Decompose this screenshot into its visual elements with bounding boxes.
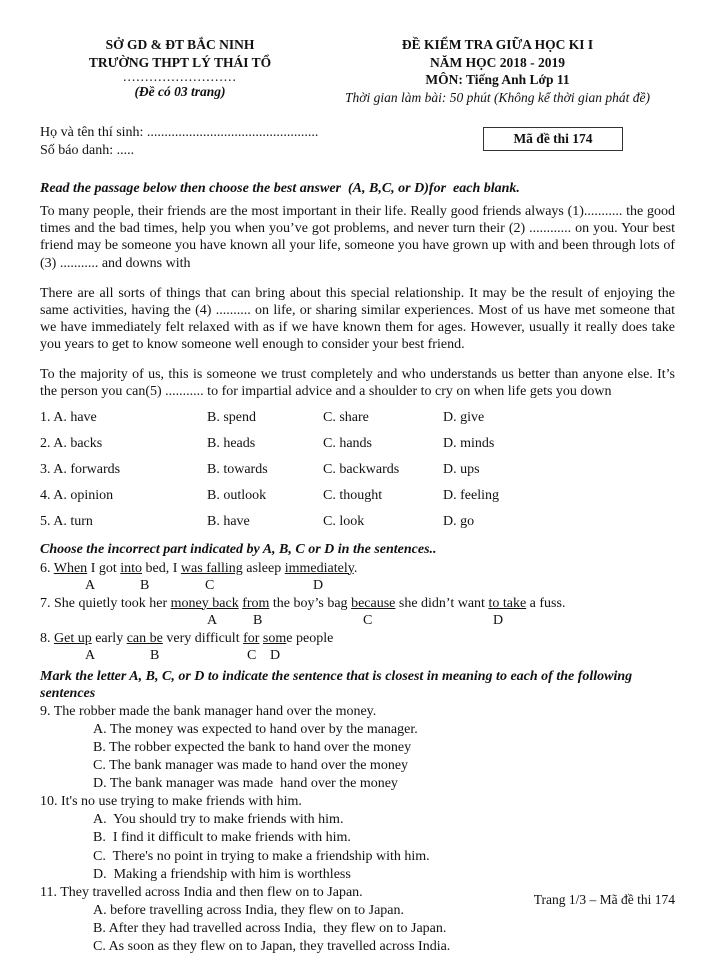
mc-option: C. hands xyxy=(323,436,372,452)
letter-a: A xyxy=(85,647,96,663)
mc-option: D. go xyxy=(443,514,475,530)
header-school-block xyxy=(40,36,320,106)
sentence-segment: very difficult xyxy=(162,630,244,646)
sentence-segment: money back xyxy=(170,595,239,611)
mc-option: B. heads xyxy=(207,436,256,452)
error-question-6-letters xyxy=(40,577,675,594)
mc-option: C. share xyxy=(323,410,369,426)
mc-option: 4. A. opinion xyxy=(40,488,114,504)
candidate-name-field: Họ và tên thí sinh: ................................................. xyxy=(40,125,319,141)
section-error-identification xyxy=(40,541,675,663)
mc-option: B. outlook xyxy=(207,488,267,504)
question-11-option-c: C. As soon as they flew on to Japan, they travelled across India. xyxy=(93,938,451,954)
letter-d: D xyxy=(493,612,504,628)
error-question-8-letters xyxy=(40,647,675,664)
candidate-info-row xyxy=(40,124,675,168)
mc-option: D. ups xyxy=(443,462,480,478)
letter-d: D xyxy=(313,577,324,593)
error-question-8 xyxy=(40,630,675,647)
candidate-number-field: Số báo danh: ..... xyxy=(40,142,135,158)
question-10: 10. It's no use trying to make friends with him. xyxy=(40,794,302,810)
mc-option: B. have xyxy=(207,514,250,530)
question-9-option-c: C. The bank manager was made to hand over the money xyxy=(93,758,409,774)
sentence-segment: I got xyxy=(87,560,121,576)
mc-question-row xyxy=(40,487,675,504)
question-10-option-d: D. Making a friendship with him is worthless xyxy=(93,866,351,882)
mc-option: B. spend xyxy=(207,410,256,426)
sentence-segment: Get up xyxy=(54,630,92,646)
exam-header xyxy=(40,36,675,106)
sentence-segment: because xyxy=(351,595,396,611)
subject-name: MÔN: Tiếng Anh Lớp 11 xyxy=(425,72,570,88)
mc-option: 5. A. turn xyxy=(40,514,93,530)
sentence-segment: for xyxy=(243,630,260,646)
sentence-segment: e people xyxy=(286,630,334,646)
letter-b: B xyxy=(253,612,263,628)
letter-c: C xyxy=(205,577,215,593)
question-9-option-d: D. The bank manager was made hand over the money xyxy=(93,776,398,792)
mc-option: B. towards xyxy=(207,462,268,478)
question-9-option-a: A. The money was expected to hand over by the manager. xyxy=(93,721,418,737)
school-year: NĂM HỌC 2018 - 2019 xyxy=(430,54,565,70)
sentence-segment: she didn’t want xyxy=(395,595,489,611)
mc-questions-1-5 xyxy=(40,409,675,530)
error-question-6 xyxy=(40,560,675,577)
sentence-segment: early xyxy=(91,630,127,646)
question-10-option-a: A. You should try to make friends with him. xyxy=(93,812,344,828)
mc-question-row xyxy=(40,513,675,530)
sentence-segment: to take xyxy=(488,595,527,611)
question-10-option-c: C. There's no point in trying to make a friendship with him. xyxy=(93,848,430,864)
section3-instruction: Mark the letter A, B, C, or D to indicate the sentence that is closest in meaning to each of the following sentences xyxy=(40,668,636,701)
sentence-segment: asleep xyxy=(242,560,285,576)
question-11-option-a: A. before travelling across India, they flew on to Japan. xyxy=(93,902,405,918)
mc-option: C. thought xyxy=(323,488,383,504)
error-question-7 xyxy=(40,595,675,612)
department-name: SỞ GD & ĐT BẮC NINH xyxy=(105,37,255,52)
section2-instruction: Choose the incorrect part indicated by A, B, C or D in the sentences.. xyxy=(40,542,437,558)
page-footer: Trang 1/3 – Mã đề thi 174 xyxy=(533,891,675,907)
sentence-segment: bed, I xyxy=(142,560,181,576)
sentence-segment: When xyxy=(53,560,88,576)
exam-title: ĐỀ KIỂM TRA GIỮA HỌC KI I xyxy=(401,37,594,52)
letter-b: B xyxy=(150,647,160,663)
sentence-segment: was falling xyxy=(180,560,243,576)
mc-option: 3. A. forwards xyxy=(40,462,121,478)
section1-instruction: Read the passage below then choose the best answer (A, B,C, or D)for each blank. xyxy=(40,181,520,197)
header-exam-block xyxy=(320,36,675,106)
passage-paragraph-3: To the majority of us, this is someone we trust completely and who understands us better than anyone else. It’s the person you can(5) ........... to for impartial advice and a shoulder to cry on when life gets you down xyxy=(40,366,679,399)
sentence-segment: 6. xyxy=(40,560,54,576)
sentence-segment: into xyxy=(120,560,143,576)
mc-question-row xyxy=(40,435,675,452)
sentence-segment: . xyxy=(353,560,358,576)
mc-option: D. feeling xyxy=(443,488,499,504)
exam-duration: Thời gian làm bài: 50 phút (Không kể thời gian phát đề) xyxy=(344,89,650,105)
section-closest-meaning xyxy=(40,668,675,955)
error-question-7-letters xyxy=(40,612,675,629)
sentence-segment: the boy’s bag xyxy=(269,595,352,611)
mc-question-row xyxy=(40,409,675,426)
letter-b: B xyxy=(140,577,150,593)
mc-option: 1. A. have xyxy=(40,410,97,426)
letter-a: A xyxy=(85,577,96,593)
mc-option: C. look xyxy=(323,514,365,530)
letter-c: C xyxy=(247,647,257,663)
mc-option: D. minds xyxy=(443,436,495,452)
mc-question-row xyxy=(40,461,675,478)
header-dotted-line: .......................... xyxy=(123,69,237,85)
mc-option: D. give xyxy=(443,410,485,426)
question-9-option-b: B. The robber expected the bank to hand over the money xyxy=(93,740,412,756)
question-11: 11. They travelled across India and then flew on to Japan. xyxy=(40,884,363,900)
section-reading xyxy=(40,180,679,530)
exam-code-box: Mã đề thi 174 xyxy=(483,127,623,151)
mc-option: C. backwards xyxy=(323,462,400,478)
sentence-segment: can be xyxy=(126,630,163,646)
question-11-option-b: B. After they had travelled across India, they flew on to Japan. xyxy=(93,920,447,936)
sentence-segment: som xyxy=(262,630,287,646)
question-9: 9. The robber made the bank manager hand over the money. xyxy=(40,703,377,719)
sentence-segment: immediately xyxy=(284,560,354,576)
sentence-segment: from xyxy=(242,595,270,611)
passage-paragraph-2: There are all sorts of things that can bring about this special relationship. It may be the result of enjoying the same activities, having the (4) .......... on life, or sharing similar experiences. Most of us have met someone that we have immediately felt relaxed with as if we have known them for ages. However, usually it really does take you years to get to know someone well enough to consider your best friend. xyxy=(40,285,679,352)
sentence-segment: 8. xyxy=(40,630,54,646)
page-count-note: (Đề có 03 trang) xyxy=(134,84,226,100)
mc-option: 2. A. backs xyxy=(40,436,103,452)
letter-c: C xyxy=(363,612,373,628)
question-10-option-b: B. I find it difficult to make friends with him. xyxy=(93,830,351,846)
sentence-segment: a fuss. xyxy=(526,595,566,611)
letter-a: A xyxy=(207,612,218,628)
passage-paragraph-1: To many people, their friends are the most important in their life. Really good friends always (1)........... the good times and the bad times, help you when you’ve got problems, and never turn their (2) ............ on you. Your best friend may be someone you have known all your life, someone you have grown up with and been through lots of (3) ........... and downs with xyxy=(40,204,679,271)
school-name: TRƯỜNG THPT LÝ THÁI TỔ xyxy=(88,54,272,70)
sentence-segment: 7. She quietly took her xyxy=(40,595,171,611)
letter-d: D xyxy=(270,647,281,663)
